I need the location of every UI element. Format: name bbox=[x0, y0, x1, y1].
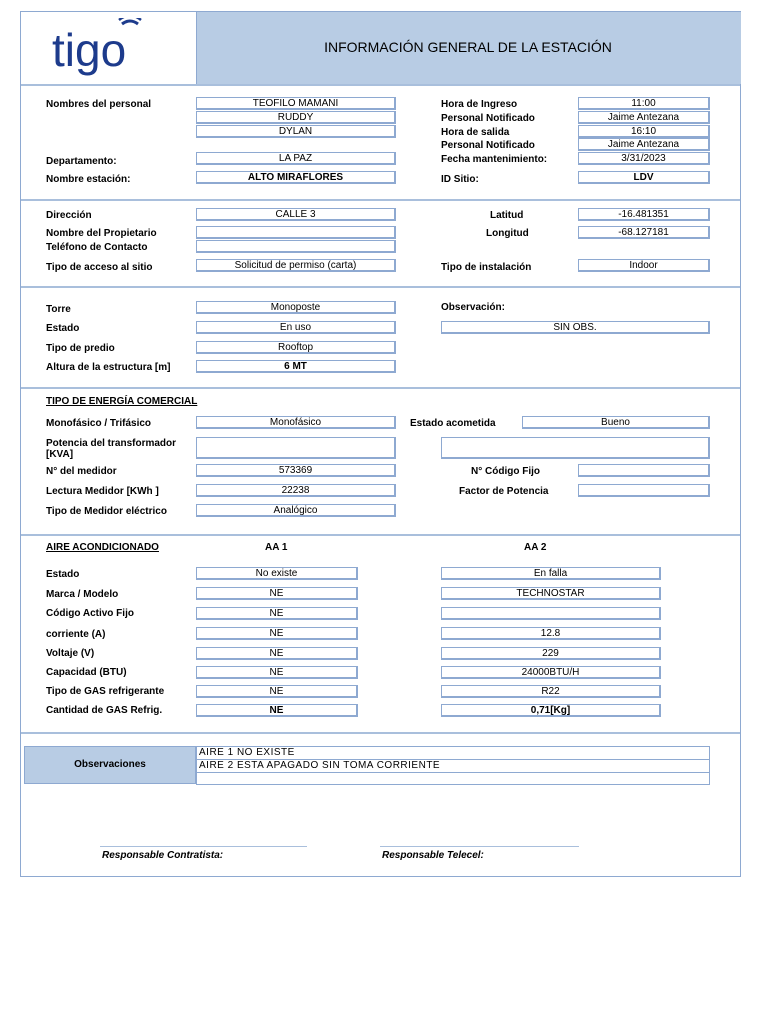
tipo-medidor-label: Tipo de Medidor eléctrico bbox=[46, 506, 167, 517]
tipo-medidor-value: Analógico bbox=[196, 504, 396, 517]
fase-label: Monofásico / Trifásico bbox=[46, 418, 152, 429]
lectura-label: Lectura Medidor [KWh ] bbox=[46, 486, 159, 497]
section-divider bbox=[21, 534, 740, 536]
signature-line-contratista bbox=[100, 846, 307, 847]
propietario-label: Nombre del Propietario bbox=[46, 228, 157, 239]
ac-row-label: Voltaje (V) bbox=[46, 648, 95, 659]
observaciones-label: Observaciones bbox=[24, 746, 196, 784]
propietario-value bbox=[196, 226, 396, 239]
longitud-value: -68.127181 bbox=[578, 226, 710, 239]
observacion-line bbox=[196, 772, 710, 785]
tigo-logo bbox=[50, 18, 150, 78]
fecha-value: 3/31/2023 bbox=[578, 152, 710, 165]
ac-row-label: Marca / Modelo bbox=[46, 589, 119, 600]
predio-label: Tipo de predio bbox=[46, 343, 115, 354]
codigo-fijo-value bbox=[578, 464, 710, 477]
potencia-label: Potencia del transformador [KVA] bbox=[46, 438, 177, 460]
aa2-value: R22 bbox=[441, 685, 661, 698]
aa1-value: NE bbox=[196, 647, 358, 660]
potencia-extra bbox=[441, 437, 710, 459]
acceso-value: Solicitud de permiso (carta) bbox=[196, 259, 396, 272]
notif2-label: Personal Notificado bbox=[441, 140, 535, 151]
estado-value: En uso bbox=[196, 321, 396, 334]
ac-row-label: Estado bbox=[46, 569, 80, 580]
aa1-value: No existe bbox=[196, 567, 358, 580]
codigo-fijo-label: N° Código Fijo bbox=[471, 466, 540, 477]
signature-line-telecel bbox=[380, 846, 579, 847]
aa1-value: NE bbox=[196, 627, 358, 640]
ac-row-label: corriente (A) bbox=[46, 629, 106, 640]
ac-row-label: Capacidad (BTU) bbox=[46, 667, 127, 678]
acceso-label: Tipo de acceso al sitio bbox=[46, 262, 153, 273]
direccion-value: CALLE 3 bbox=[196, 208, 396, 221]
section-divider bbox=[21, 199, 740, 201]
aa1-value: NE bbox=[196, 704, 358, 717]
acometida-value: Bueno bbox=[522, 416, 710, 429]
personal-name-2: RUDDY bbox=[196, 111, 396, 124]
aa2-value: 24000BTU/H bbox=[441, 666, 661, 679]
ac-row-label: Código Activo Fijo bbox=[46, 608, 134, 619]
aa1-header: AA 1 bbox=[265, 542, 288, 553]
telefono-label: Teléfono de Contacto bbox=[46, 242, 148, 253]
personal-label: Nombres del personal bbox=[46, 99, 152, 110]
torre-value: Monoposte bbox=[196, 301, 396, 314]
aa2-value: 0,71[Kg] bbox=[441, 704, 661, 717]
aa2-value: TECHNOSTAR bbox=[441, 587, 661, 600]
acometida-label: Estado acometida bbox=[410, 418, 496, 429]
medidor-value: 573369 bbox=[196, 464, 396, 477]
department-label: Departamento: bbox=[46, 156, 117, 167]
salida-label: Hora de salida bbox=[441, 127, 510, 138]
sitio-value: LDV bbox=[578, 171, 710, 184]
instalacion-label: Tipo de instalación bbox=[441, 262, 532, 273]
fecha-label: Fecha mantenimiento: bbox=[441, 154, 548, 165]
ac-row-label: Tipo de GAS refrigerante bbox=[46, 686, 165, 697]
medidor-label: N° del medidor bbox=[46, 466, 117, 477]
personal-name-3: DYLAN bbox=[196, 125, 396, 138]
personal-name-1: TEOFILO MAMANI bbox=[196, 97, 396, 110]
latitud-label: Latitud bbox=[490, 210, 524, 221]
altura-value: 6 MT bbox=[196, 360, 396, 373]
observacion-line: AIRE 1 NO EXISTE bbox=[196, 746, 710, 759]
aa2-header: AA 2 bbox=[524, 542, 547, 553]
station-value: ALTO MIRAFLORES bbox=[196, 171, 396, 184]
direccion-label: Dirección bbox=[46, 210, 92, 221]
ingreso-value: 11:00 bbox=[578, 97, 710, 110]
aa1-value: NE bbox=[196, 607, 358, 620]
aa2-value bbox=[441, 607, 661, 620]
aa1-value: NE bbox=[196, 685, 358, 698]
section-divider bbox=[21, 732, 740, 734]
ingreso-label: Hora de Ingreso bbox=[441, 99, 518, 110]
section-divider bbox=[21, 84, 740, 86]
fase-value: Monofásico bbox=[196, 416, 396, 429]
ac-row-label: Cantidad de GAS Refrig. bbox=[46, 705, 163, 716]
station-label: Nombre estación: bbox=[46, 174, 131, 185]
signature-telecel-label: Responsable Telecel: bbox=[382, 850, 484, 861]
aa1-value: NE bbox=[196, 587, 358, 600]
logo-text: tigo bbox=[52, 24, 127, 76]
estado-label: Estado bbox=[46, 323, 80, 334]
page-title: INFORMACIÓN GENERAL DE LA ESTACIÓN bbox=[324, 39, 612, 55]
aa2-value: 12.8 bbox=[441, 627, 661, 640]
observacion-value: SIN OBS. bbox=[441, 321, 710, 334]
salida-value: 16:10 bbox=[578, 125, 710, 138]
aa2-value: En falla bbox=[441, 567, 661, 580]
latitud-value: -16.481351 bbox=[578, 208, 710, 221]
longitud-label: Longitud bbox=[486, 228, 529, 239]
sitio-label: ID Sitio: bbox=[441, 174, 479, 185]
signature-contratista-label: Responsable Contratista: bbox=[102, 850, 224, 861]
aa1-value: NE bbox=[196, 666, 358, 679]
notif1-value: Jaime Antezana bbox=[578, 111, 710, 124]
notif2-value: Jaime Antezana bbox=[578, 138, 710, 151]
lectura-value: 22238 bbox=[196, 484, 396, 497]
energy-section-title: TIPO DE ENERGÍA COMERCIAL bbox=[46, 396, 198, 407]
predio-value: Rooftop bbox=[196, 341, 396, 354]
observacion-line: AIRE 2 ESTA APAGADO SIN TOMA CORRIENTE bbox=[196, 759, 710, 772]
ac-section-title: AIRE ACONDICIONADO bbox=[46, 542, 159, 553]
aa2-value: 229 bbox=[441, 647, 661, 660]
torre-label: Torre bbox=[46, 304, 71, 315]
department-value: LA PAZ bbox=[196, 152, 396, 165]
factor-label: Factor de Potencia bbox=[459, 486, 549, 497]
telefono-value bbox=[196, 240, 396, 253]
section-divider bbox=[21, 286, 740, 288]
observacion-label: Observación: bbox=[441, 302, 505, 313]
factor-value bbox=[578, 484, 710, 497]
instalacion-value: Indoor bbox=[578, 259, 710, 272]
altura-label: Altura de la estructura [m] bbox=[46, 362, 171, 373]
section-divider bbox=[21, 387, 740, 389]
potencia-value bbox=[196, 437, 396, 459]
notif1-label: Personal Notificado bbox=[441, 113, 535, 124]
